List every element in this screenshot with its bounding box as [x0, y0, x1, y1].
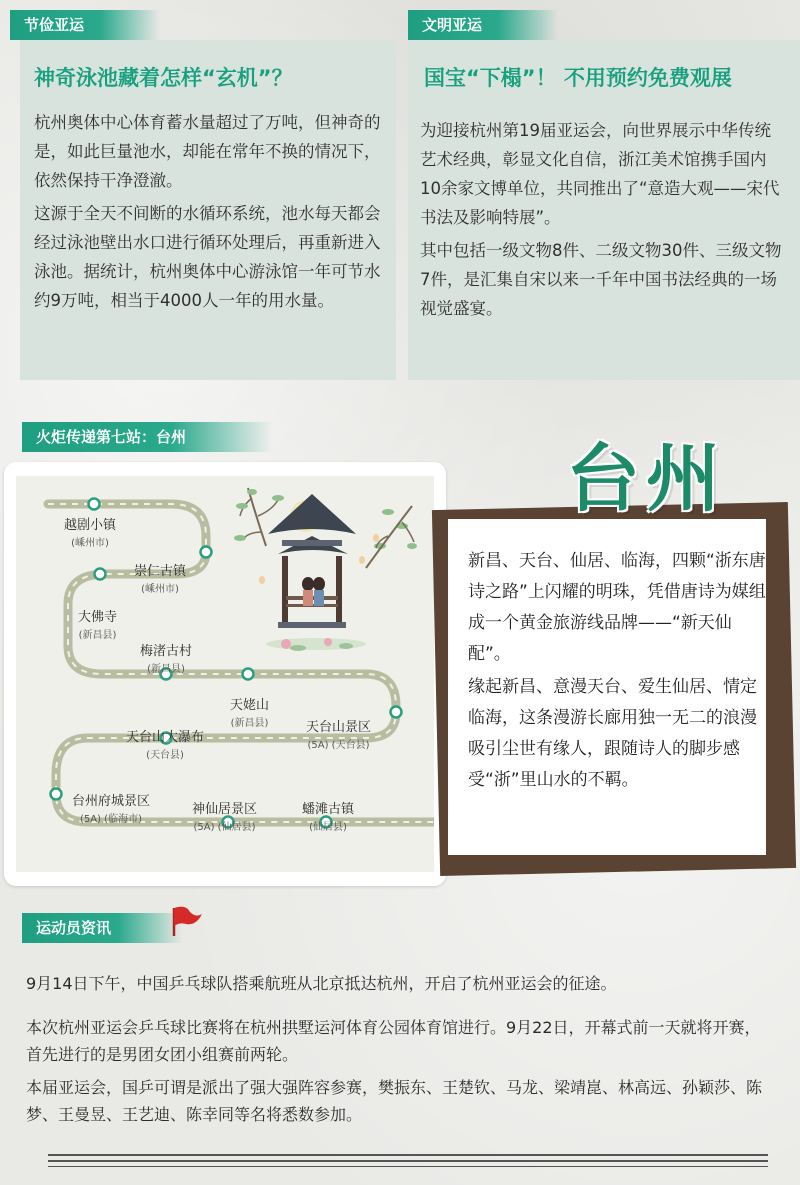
station-label-5: 天姥山 (新昌县) [230, 698, 270, 729]
station-label-2: 崇仁古镇 (嵊州市) [134, 564, 187, 595]
station-label-6: 天台山景区 (5A) (天台县) [306, 720, 372, 751]
section-tag-civil: 文明亚运 [408, 10, 558, 40]
section-tag-athlete: 运动员资讯 [22, 913, 182, 943]
bottom-rule-3 [48, 1166, 768, 1167]
station-dot-1 [89, 499, 100, 510]
bottom-rule-2 [48, 1160, 768, 1162]
station-label-10: 蟠滩古镇 (仙居县) [302, 802, 355, 833]
station-label-1: 越剧小镇 (嵊州市) [64, 518, 117, 549]
frugal-text [34, 108, 384, 319]
taizhou-para-2: 缘起新昌、意漫天台、爱生仙居、情定临海，这条漫游长廊用独一无二的浪漫吸引尘世有缘人，跟随诗人的脚步感受“浙”里山水的不羁。 [468, 677, 757, 790]
station-dot-6 [391, 707, 402, 718]
pavilion-illustration [234, 488, 417, 651]
station-dot-5 [243, 669, 254, 680]
taizhou-para-1: 新昌、天台、仙居、临海，四颗“浙东唐诗之路”上闪耀的明珠，凭借唐诗为媒组成一个黄金旅游线品牌——“新天仙配”。 [468, 551, 766, 664]
station-dot-8 [51, 789, 62, 800]
station-label-8: 台州府城景区 (5A) (临海市) [72, 794, 151, 825]
civil-para-1: 为迎接杭州第19届亚运会，向世界展示中华传统艺术经典，彰显文化自信，浙江美术馆携手国内10余家文博单位，共同推出了“意造大观——宋代书法及影响特展”。 [420, 121, 780, 227]
civil-text [420, 116, 784, 327]
civil-title: 国宝“下榻”！ 不用预约免费观展 [424, 66, 732, 90]
frugal-para-1: 杭州奥体中心体育蓄水量超过了万吨，但神奇的是，如此巨量池水，却能在常年不换的情况下，依然保持干净澄澈。 [34, 113, 381, 190]
station-label-3: 大佛寺 (新昌县) [78, 610, 118, 641]
athlete-news-3: 本届亚运会，国乒可谓是派出了强大强阵容参赛，樊振东、王楚钦、马龙、梁靖崑、林高远、孙颖莎、陈梦、王曼昱、王艺迪、陈幸同等名将悉数参加。 [26, 1078, 763, 1124]
section-tag-torch: 火炬传递第七站：台州 [22, 422, 272, 452]
station-label-7: 天台山大瀑布 (天台县) [126, 730, 205, 761]
station-dot-2 [201, 547, 212, 558]
torch-route-map-card [4, 462, 446, 886]
station-label-9: 神仙居景区 (5A) (仙居县) [192, 802, 258, 833]
section-tag-frugal: 节俭亚运 [10, 10, 160, 40]
taizhou-description [468, 546, 768, 798]
civil-para-2: 其中包括一级文物8件、二级文物30件、三级文物7件，是汇集自宋以来一千年中国书法经典的一场视觉盛宴。 [420, 241, 782, 318]
station-dot-3 [95, 569, 106, 580]
taizhou-big-title: 台州 [566, 436, 726, 522]
frugal-title: 神奇泳池藏着怎样“玄机”？ [34, 66, 293, 90]
athlete-news-1: 9月14日下午，中国乒乓球队搭乘航班从北京抵达杭州，开启了杭州亚运会的征途。 [26, 974, 617, 993]
athlete-news-2: 本次杭州亚运会乒乓球比赛将在杭州拱墅运河体育公园体育馆进行。9月22日，开幕式前一天就将开赛，首先进行的是男团女团小组赛前两轮。 [26, 1018, 761, 1064]
torch-route-map [16, 476, 434, 872]
bottom-rule-1 [48, 1154, 768, 1156]
red-flag-icon [168, 904, 204, 938]
frugal-para-2: 这源于全天不间断的水循环系统，池水每天都会经过泳池壁出水口进行循环处理后，再重新进入泳池。据统计，杭州奥体中心游泳馆一年可节水约9万吨，相当于4000人一年的用水量。 [34, 204, 381, 310]
station-label-4: 梅渚古村 (新昌县) [140, 644, 193, 675]
